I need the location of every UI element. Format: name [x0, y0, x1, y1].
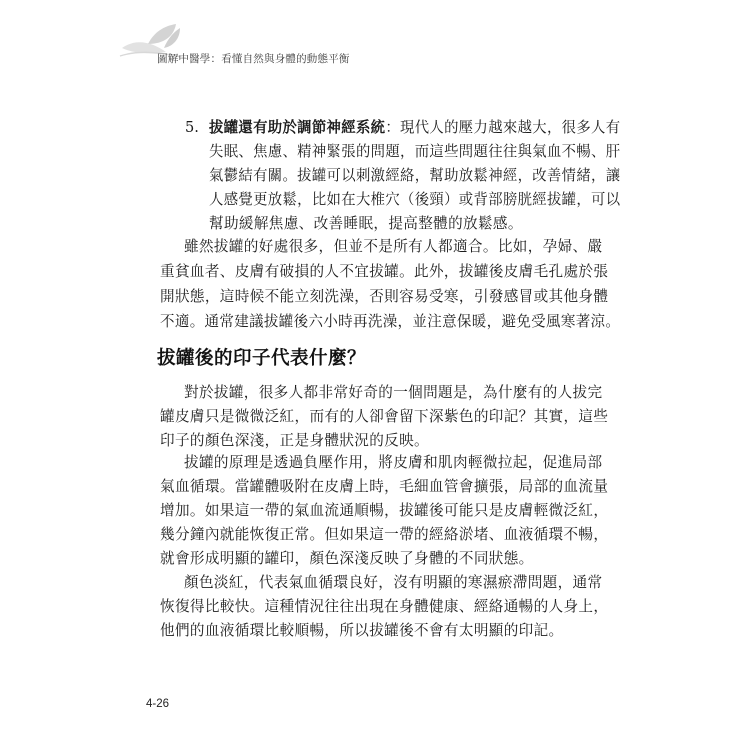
page-number: 4-26 [146, 698, 170, 710]
item5-line-3: 氣鬱結有關。拔罐可以刺激經絡，幫助放鬆神經，改善情緒，讓 [209, 167, 621, 184]
para2-line-2: 氣血循環。當罐體吸附在皮膚上時，毛細血管會擴張，局部的血流量 [160, 478, 609, 495]
para3-line-2: 恢復得比較快。這種情況往往出現在身體健康、經絡通暢的人身上， [160, 598, 609, 615]
para1-line-1: 對於拔罐，很多人都非常好奇的一個問題是，為什麼有的人拔完 [184, 384, 603, 401]
list-item-number: 5. [185, 119, 199, 136]
item5-line-2: 失眠、焦慮、精神緊張的問題，而這些問題往往與氣血不暢、肝 [209, 143, 621, 160]
caution-line-2: 重貧血者、皮膚有破損的人不宜拔罐。此外，拔罐後皮膚毛孔處於張 [160, 263, 609, 280]
item5-lead-bold: 拔罐還有助於調節神經系統 [209, 119, 386, 136]
para2-line-3: 增加。如果這一帶的氣血流通順暢，拔罐後可能只是皮膚輕微泛紅， [160, 502, 609, 519]
para3-line-1: 顏色淡紅，代表氣血循環良好，沒有明顯的寒濕瘀滯問題，通常 [184, 574, 603, 591]
running-header-title: 圖解中醫學：看懂自然與身體的動態平衡 [157, 53, 350, 65]
para2-line-5: 就會形成明顯的罐印，顏色深淺反映了身體的不同狀態。 [160, 550, 534, 567]
item5-line-4: 人感覺更放鬆，比如在大椎穴（後頸）或背部膀胱經拔罐，可以 [209, 191, 621, 208]
item5-line-5: 幫助緩解焦慮、改善睡眠，提高整體的放鬆感。 [209, 215, 523, 232]
section-heading: 拔罐後的印子代表什麼？ [157, 348, 367, 369]
caution-line-4: 不適。通常建議拔罐後六小時再洗澡，並注意保暖，避免受風寒著涼。 [160, 313, 621, 330]
para1-line-3: 印子的顏色深淺，正是身體狀況的反映。 [160, 432, 429, 449]
item5-line-1-rest: ：現代人的壓力越來越大，很多人有 [385, 119, 621, 136]
item5-line-1 [209, 119, 620, 137]
caution-line-1: 雖然拔罐的好處很多，但並不是所有人都適合。比如，孕婦、嚴 [184, 238, 603, 255]
para3-line-3: 他們的血液循環比較順暢，所以拔罐後不會有太明顯的印記。 [160, 622, 564, 639]
para1-line-2: 罐皮膚只是微微泛紅，而有的人卻會留下深紫色的印記？其實，這些 [160, 408, 609, 425]
para2-line-1: 拔罐的原理是透過負壓作用，將皮膚和肌肉輕微拉起，促進局部 [184, 454, 603, 471]
caution-line-3: 開狀態，這時候不能立刻洗澡，否則容易受寒，引發感冒或其他身體 [160, 288, 609, 305]
para2-line-4: 幾分鐘內就能恢復正常。但如果這一帶的經絡淤堵、血液循環不暢， [160, 526, 609, 543]
